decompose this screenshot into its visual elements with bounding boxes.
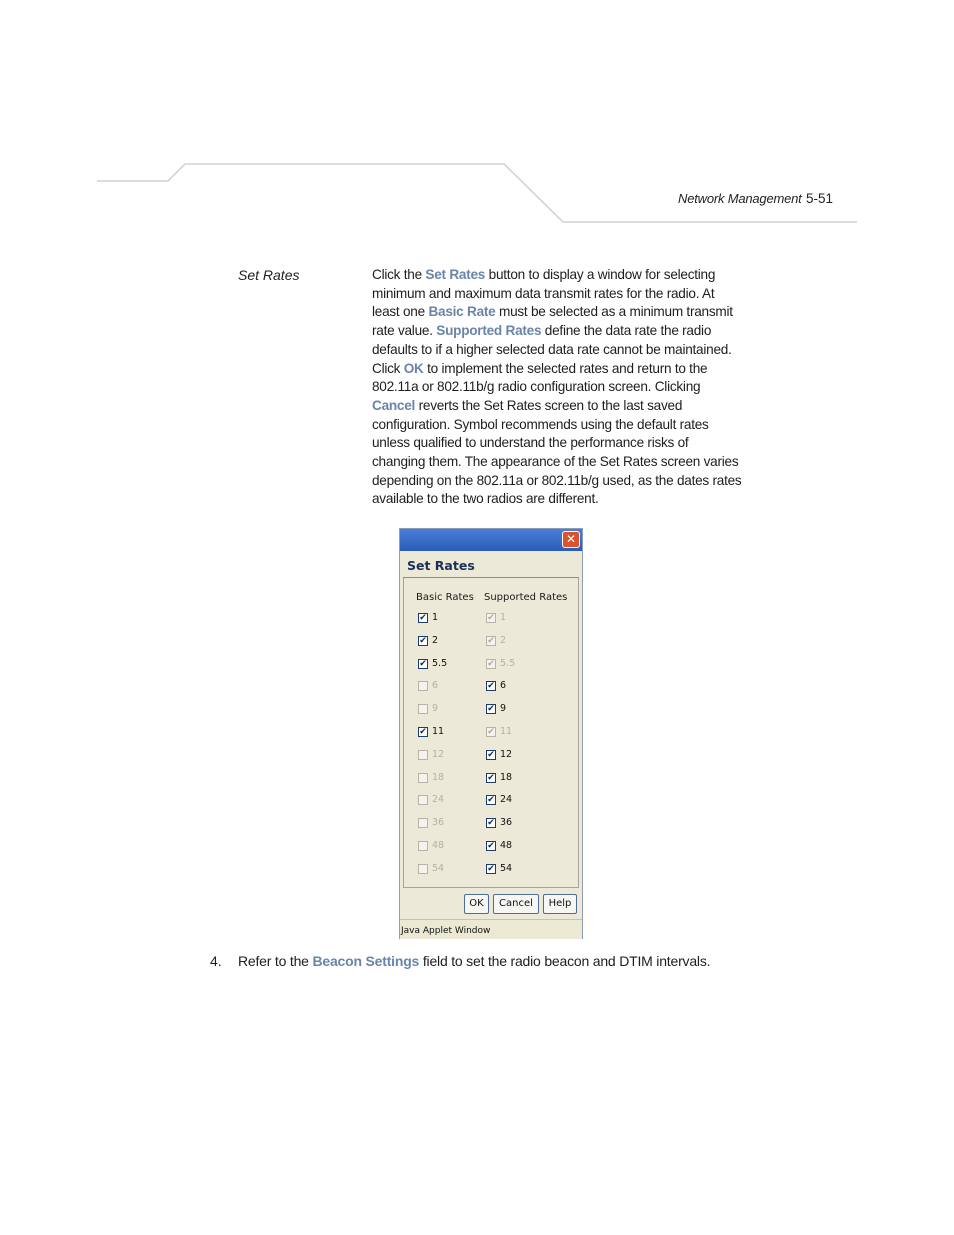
rate-label: 54 [500, 862, 513, 874]
rate-label: 18 [432, 771, 445, 783]
rate-label: 9 [500, 703, 507, 715]
rate-label: 6 [432, 680, 439, 692]
checkbox-box [418, 681, 428, 691]
page-number: 5-51 [806, 191, 834, 206]
rate-label: 24 [500, 794, 513, 806]
rate-label: 36 [500, 817, 513, 829]
checkbox-box[interactable]: ✔ [419, 635, 427, 646]
text-run: reverts the Set Rates screen to the last saved configuration. Symbol recommends using the default rates unless qualified to understand the performance risks of changing them. The appearance of the Set Rates screen varies depending on the 802.11a or 802.11b/g used, as the dates rates available to the two radios are different. [372, 397, 742, 507]
checkbox-box[interactable]: ✔ [419, 613, 427, 623]
text-run: field to set the radio beacon and DTIM intervals. [419, 953, 711, 969]
text-run: Click the [372, 267, 426, 282]
checkbox-box[interactable]: ✔ [487, 818, 495, 829]
checkbox-box: ✔ [487, 727, 495, 737]
basic-rates-header: Basic Rates [416, 592, 474, 603]
text-run: Refer to the [238, 953, 313, 969]
keyword: OK [403, 360, 424, 376]
basic-rate-checkbox [418, 794, 444, 806]
basic-rate-checkbox[interactable] [418, 658, 447, 670]
supported-rate-checkbox[interactable] [486, 680, 506, 692]
checkbox-box [418, 773, 428, 783]
checkbox-box[interactable]: ✔ [487, 681, 495, 692]
supported-rate-checkbox[interactable] [486, 863, 512, 875]
rate-label: 1 [500, 612, 507, 623]
keyword: Set Rates [425, 267, 486, 282]
keyword: Basic Rate [428, 304, 496, 320]
supported-rate-checkbox[interactable] [486, 817, 512, 829]
basic-rate-checkbox[interactable] [418, 635, 438, 647]
checkbox-box[interactable]: ✔ [487, 863, 495, 874]
supported-rate-checkbox [486, 612, 506, 624]
checkbox-box[interactable]: ✔ [487, 704, 495, 715]
checkbox-box[interactable]: ✔ [487, 795, 495, 806]
step-number: 4. [210, 953, 222, 969]
text-run: to implement the selected rates and return to the 802.11a or 802.11b/g radio configuration screen. Clicking [372, 360, 708, 395]
rate-label: 2 [500, 634, 507, 646]
rate-label: 48 [432, 840, 445, 851]
basic-rate-checkbox [418, 749, 444, 761]
keyword: Beacon Settings [312, 953, 420, 969]
section-body-text [372, 266, 744, 509]
rate-label: 5.5 [500, 657, 516, 669]
text-run: define the data rate the radio defaults to if a higher selected data rate cannot be maintained. Click [372, 323, 732, 376]
running-head: Network Management [678, 191, 802, 206]
rate-label: 11 [432, 726, 445, 737]
rate-label: 1 [432, 612, 439, 623]
close-icon[interactable]: ✕ [562, 531, 580, 548]
checkbox-box[interactable]: ✔ [419, 658, 427, 669]
ok-button[interactable]: OK [464, 894, 489, 914]
checkbox-box[interactable]: ✔ [419, 727, 427, 737]
checkbox-box[interactable]: ✔ [487, 749, 495, 760]
rate-label: 2 [432, 634, 439, 646]
keyword: Cancel [372, 397, 416, 413]
supported-rates-header: Supported Rates [484, 592, 568, 603]
section-label: Set Rates [238, 267, 300, 283]
checkbox-box[interactable]: ✔ [487, 841, 495, 851]
rate-label: 48 [500, 840, 513, 851]
rate-label: 11 [500, 726, 513, 737]
checkbox-box [418, 750, 428, 760]
supported-rate-checkbox[interactable] [486, 703, 506, 715]
rate-label: 12 [500, 748, 513, 760]
basic-rate-checkbox[interactable] [418, 726, 444, 738]
set-rates-dialog [399, 528, 583, 939]
basic-rate-checkbox [418, 817, 444, 829]
checkbox-box [418, 795, 428, 805]
text-run: button to display a window for selecting minimum and maximum data transmit rates for the radio. At least one [372, 267, 716, 320]
applet-status-text: Java Applet Window [401, 926, 491, 936]
rate-label: 36 [432, 817, 445, 829]
rate-label: 6 [500, 680, 507, 692]
checkbox-box [418, 864, 428, 874]
checkbox-box [418, 841, 428, 851]
basic-rate-checkbox [418, 863, 444, 875]
basic-rate-checkbox [418, 772, 444, 784]
dialog-title: Set Rates [407, 558, 475, 573]
supported-rate-checkbox[interactable] [486, 749, 512, 761]
help-button[interactable]: Help [543, 894, 577, 914]
supported-rate-checkbox [486, 726, 512, 738]
checkbox-box[interactable]: ✔ [487, 772, 495, 783]
step-text [238, 953, 710, 969]
checkbox-box [418, 818, 428, 828]
rate-label: 5.5 [432, 657, 448, 669]
supported-rate-checkbox [486, 635, 506, 647]
rate-label: 9 [432, 703, 439, 715]
checkbox-box: ✔ [487, 635, 495, 646]
supported-rate-checkbox [486, 658, 515, 670]
dialog-titlebar [400, 529, 582, 551]
basic-rate-checkbox [418, 680, 438, 692]
rate-label: 54 [432, 862, 445, 874]
checkbox-box: ✔ [487, 613, 495, 623]
text-run: must be selected as a minimum transmit rate value. [372, 304, 733, 339]
supported-rate-checkbox[interactable] [486, 794, 512, 806]
supported-rate-checkbox[interactable] [486, 772, 512, 784]
keyword: Supported Rates [436, 323, 542, 339]
basic-rate-checkbox [418, 703, 438, 715]
cancel-button[interactable]: Cancel [493, 894, 539, 914]
rate-label: 18 [500, 771, 513, 783]
checkbox-box: ✔ [487, 658, 495, 669]
basic-rate-checkbox [418, 840, 444, 852]
checkbox-box [418, 704, 428, 714]
rate-label: 12 [432, 748, 445, 760]
rate-label: 24 [432, 794, 445, 806]
basic-rate-checkbox[interactable] [418, 612, 438, 624]
supported-rate-checkbox[interactable] [486, 840, 512, 852]
